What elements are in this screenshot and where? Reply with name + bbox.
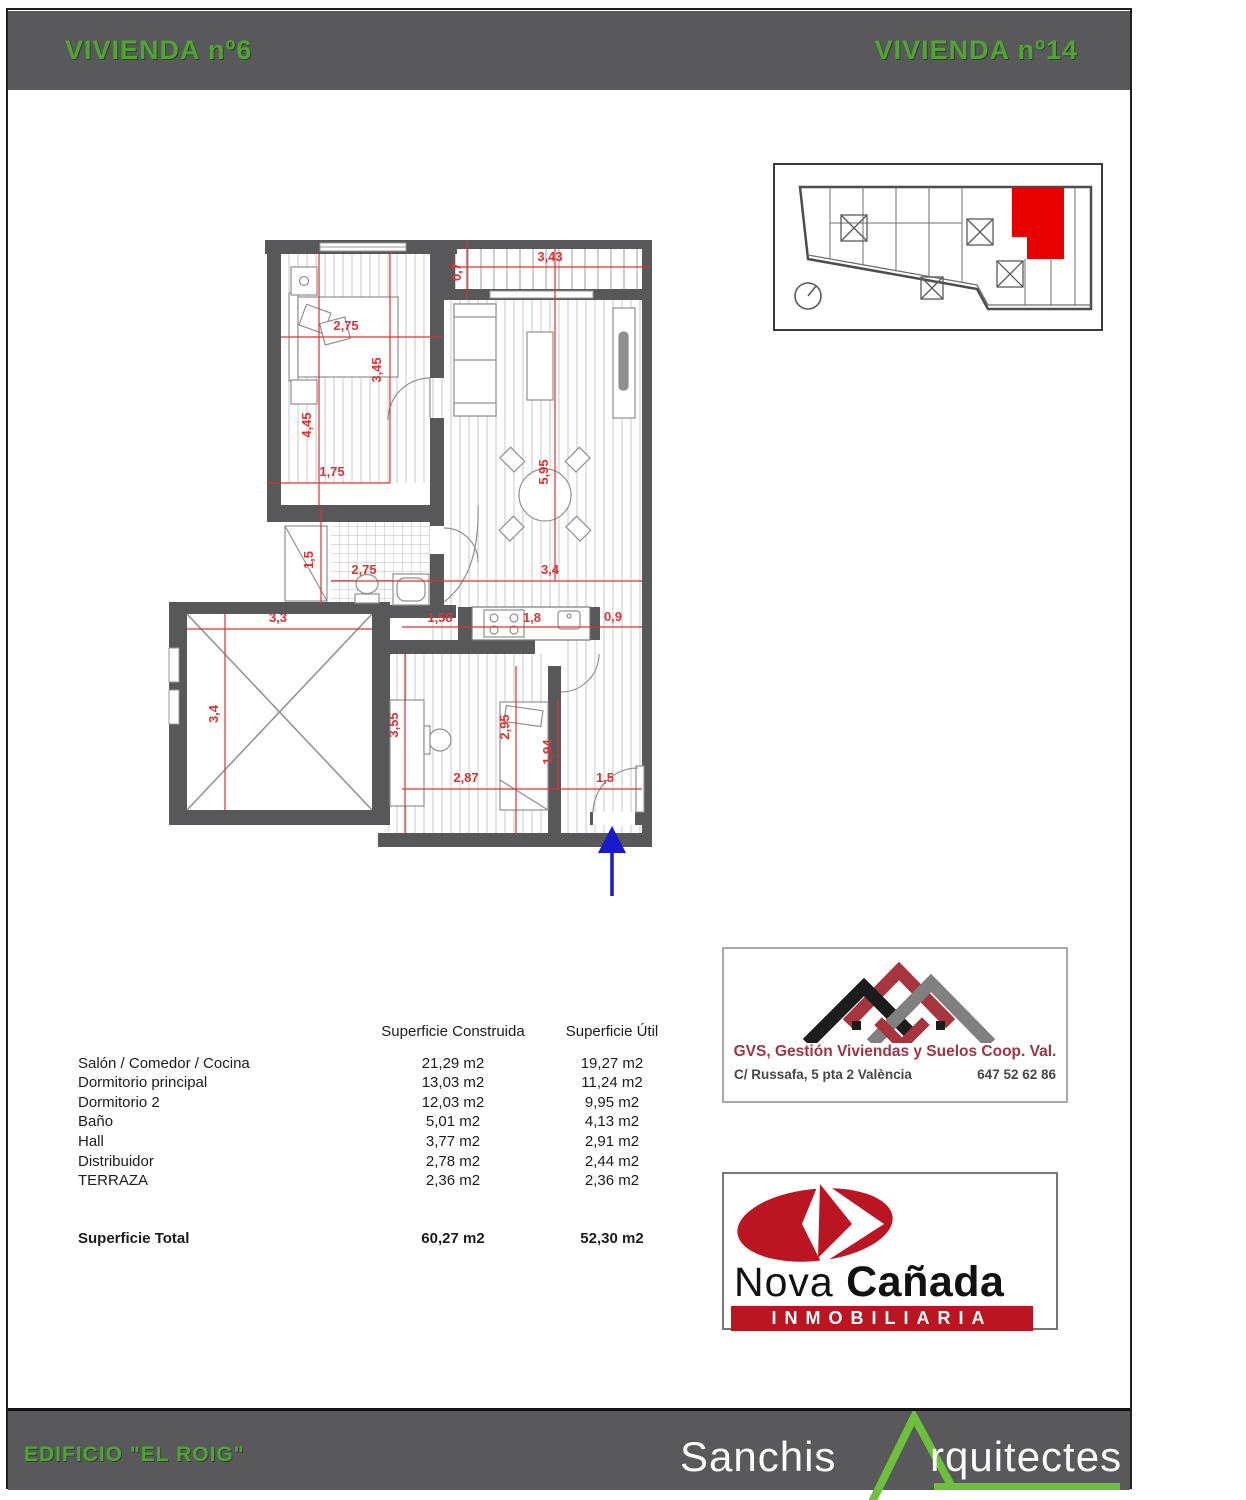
dim-entry-width: 1,5	[595, 770, 615, 785]
row-construida: 21,29 m2	[421, 1054, 485, 1072]
dim-dorm2-width: 2,87	[453, 770, 479, 785]
dim-dorm2-bed-height: 2,95	[497, 714, 512, 740]
sanchis-logo-drawing	[672, 1411, 1124, 1500]
dim-dorm2-height: 3,55	[386, 712, 401, 738]
total-util: 52,30 m2	[580, 1229, 644, 1247]
row-construida: 3,77 m2	[425, 1132, 481, 1150]
nova-canada-name	[734, 1258, 1050, 1307]
nova-canada-emblem-icon	[732, 1178, 902, 1266]
dim-bedroom-height: 3,45	[369, 357, 384, 383]
dim-terrace-width: 3,43	[537, 249, 563, 264]
row-label: Salón / Comedor / Cocina	[78, 1054, 250, 1072]
table-row	[78, 1073, 690, 1093]
dim-closet-height: 1,5	[301, 550, 316, 570]
row-util: 2,91 m2	[584, 1132, 640, 1150]
nova-name-regular: Nova	[734, 1259, 847, 1305]
dim-terrace-depth: 0,7	[449, 262, 464, 282]
nova-canada-logo-box	[722, 1172, 1058, 1330]
entry-floor	[561, 640, 642, 833]
page-title-left: VIVIENDA nº6	[65, 35, 253, 65]
gvs-logo-box	[722, 947, 1068, 1103]
row-label: Hall	[78, 1132, 104, 1150]
row-construida: 2,36 m2	[425, 1172, 481, 1190]
dim-kitchen-c: 0,9	[603, 609, 623, 624]
gvs-roofs-icon	[724, 951, 1066, 1043]
gvs-company-name: GVS, Gestión Viviendas y Suelos Coop. Val.	[733, 1043, 1057, 1060]
nightstand2	[291, 380, 317, 404]
gvs-contact-row	[734, 1067, 1056, 1082]
dim-bedroom-lower-width: 1,75	[319, 464, 345, 479]
row-label: Distribuidor	[78, 1152, 154, 1170]
total-label: Superficie Total	[78, 1229, 190, 1247]
row-util: 2,36 m2	[584, 1172, 640, 1190]
table-row	[78, 1093, 690, 1113]
gvs-phone: 647 52 62 86	[977, 1067, 1056, 1082]
dim-living-width: 3,4	[540, 562, 560, 577]
dim-dorm2-side-height: 1,94	[540, 739, 555, 765]
elevator-core	[169, 602, 390, 825]
row-construida: 13,03 m2	[421, 1074, 485, 1092]
sanchis-logo	[672, 1411, 1124, 1500]
nova-banner: INMOBILIARIA	[731, 1306, 1033, 1331]
arquitectes-text: rquitectes	[930, 1433, 1123, 1480]
key-plan	[773, 163, 1103, 331]
dim-elevator-width: 3,3	[268, 610, 288, 625]
gvs-address: C/ Russafa, 5 pta 2 València	[734, 1067, 912, 1082]
row-label: Baño	[78, 1113, 114, 1131]
row-util: 19,27 m2	[580, 1054, 644, 1072]
header-bar	[8, 11, 1130, 90]
table-row	[78, 1152, 690, 1172]
dim-kitchen-b: 1,8	[522, 610, 542, 625]
dim-kitchen-a: 1,58	[427, 610, 453, 625]
col-header-construida: Superficie Construida	[381, 1023, 525, 1040]
row-construida: 12,03 m2	[421, 1093, 485, 1111]
col-header-util: Superficie Útil	[565, 1023, 659, 1040]
row-label: Dormitorio principal	[78, 1074, 208, 1092]
desk-chair	[429, 729, 451, 751]
row-label: TERRAZA	[78, 1172, 149, 1190]
table-row	[78, 1171, 690, 1191]
toilet	[355, 594, 379, 603]
dim-living-height: 5,95	[536, 459, 551, 485]
row-util: 4,13 m2	[584, 1113, 640, 1131]
row-util: 11,24 m2	[581, 1074, 643, 1092]
sanchis-text: Sanchis	[680, 1433, 837, 1480]
area-table	[78, 1022, 690, 1248]
building-name: EDIFICIO "EL ROIG"	[24, 1443, 245, 1466]
total-construida: 60,27 m2	[421, 1229, 485, 1247]
dim-elevator-height: 3,4	[206, 704, 221, 724]
dim-bath-width: 2,75	[351, 562, 377, 577]
row-label: Dormitorio 2	[78, 1093, 160, 1111]
coffee-table	[527, 332, 553, 400]
floor-plan	[150, 220, 690, 910]
nova-name-bold: Cañada	[846, 1258, 1005, 1306]
footer-bar	[8, 1408, 1130, 1490]
table-row	[78, 1132, 690, 1152]
row-util: 2,44 m2	[584, 1152, 640, 1170]
dim-bedroom-total-height: 4,45	[299, 412, 314, 438]
table-row	[78, 1112, 690, 1132]
dim-bedroom-width: 2,75	[333, 318, 359, 333]
stove	[484, 610, 524, 637]
table-row	[78, 1054, 690, 1074]
row-construida: 2,78 m2	[425, 1152, 481, 1170]
page-title-right: VIVIENDA nº14	[874, 35, 1078, 65]
floor-plan-drawing	[150, 220, 690, 910]
row-construida: 5,01 m2	[425, 1113, 481, 1131]
table-total-row	[78, 1229, 690, 1249]
table-header	[78, 1022, 690, 1042]
row-util: 9,95 m2	[584, 1093, 640, 1111]
key-plan-drawing	[775, 165, 1101, 329]
